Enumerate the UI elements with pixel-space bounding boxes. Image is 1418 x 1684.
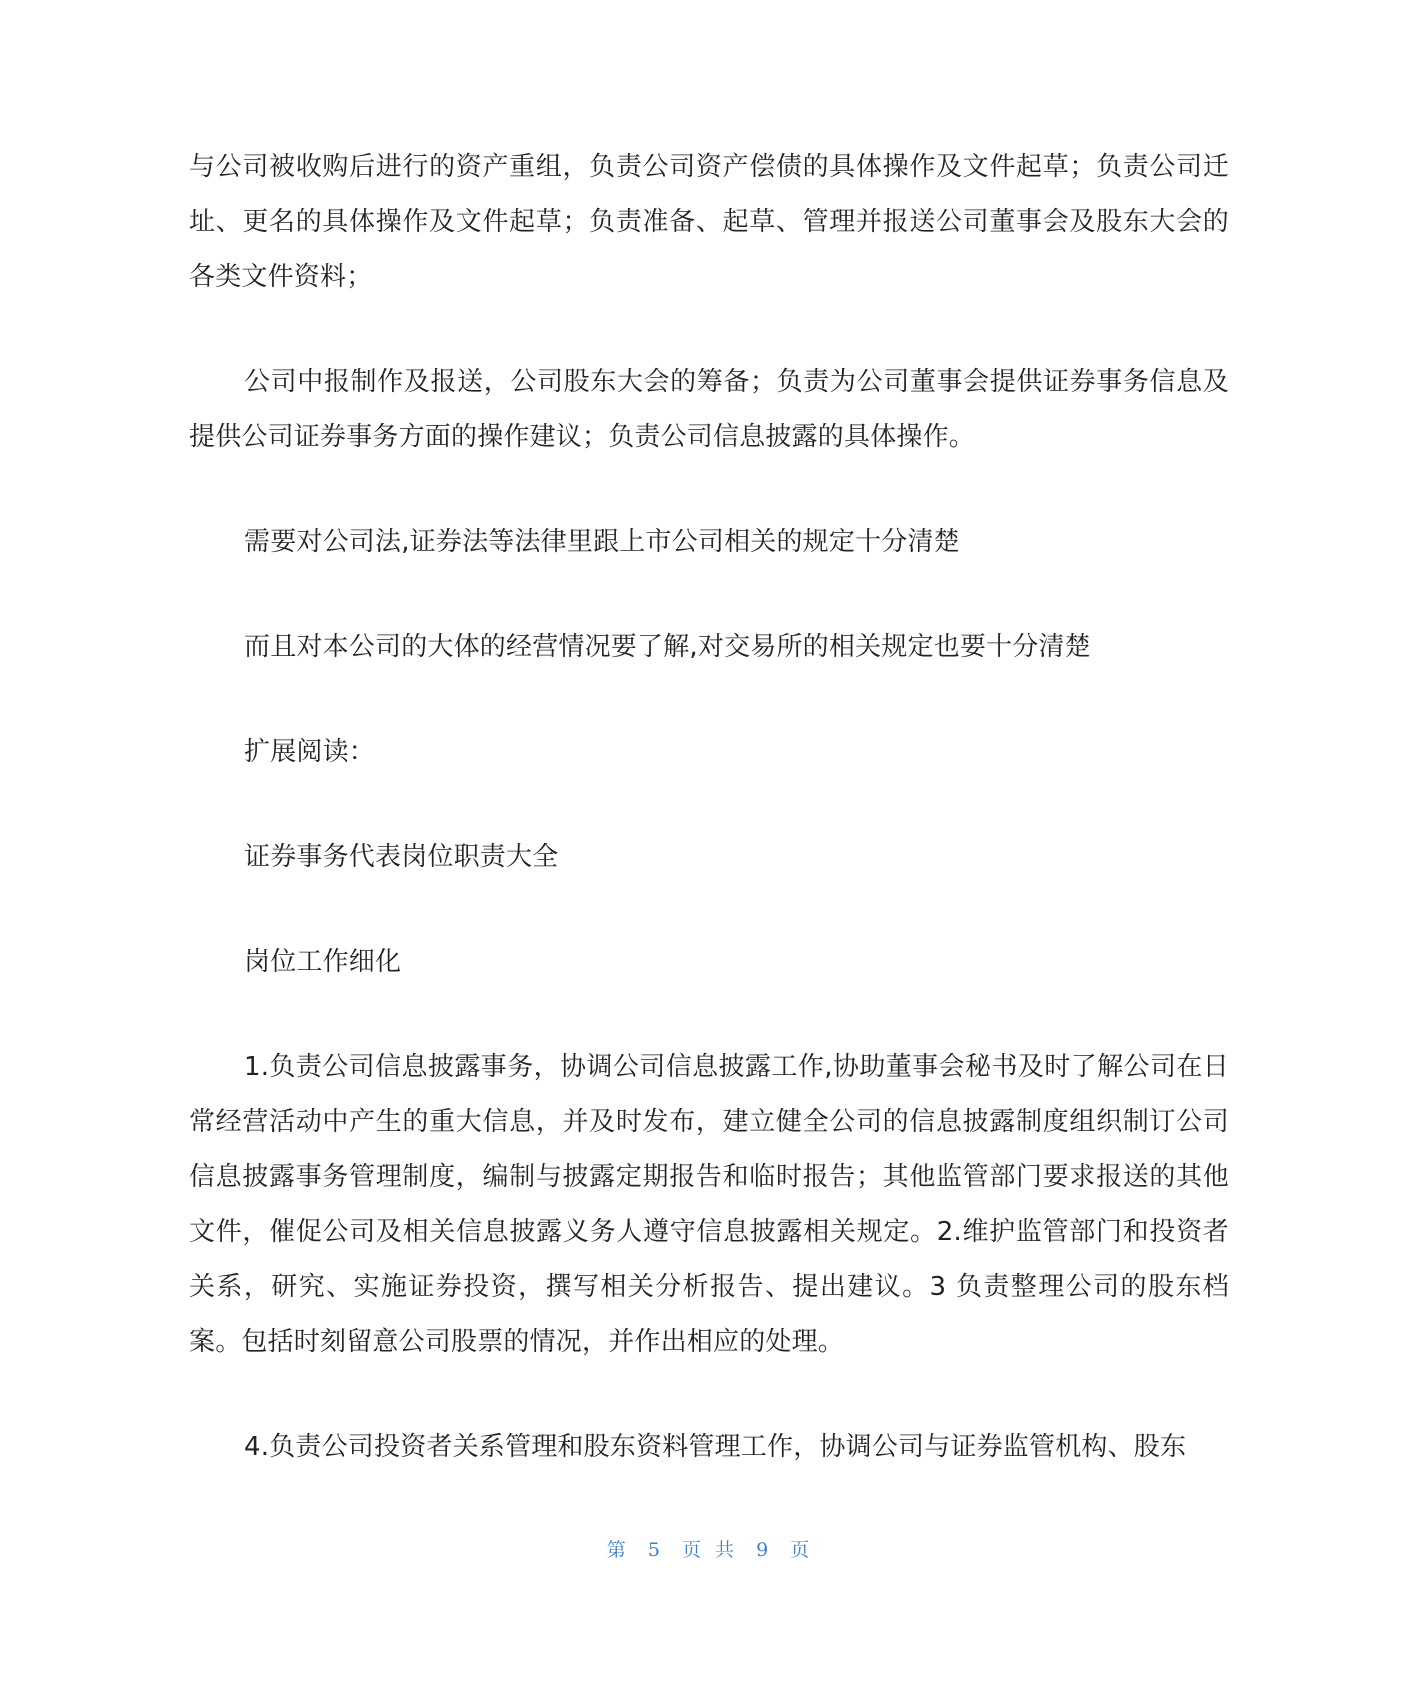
footer-page-total: 9 [756, 1539, 771, 1561]
paragraph-8: 1.负责公司信息披露事务，协调公司信息披露工作,协助董事会秘书及时了解公司在日常经营活动中产生的重大信息，并及时发布，建立健全公司的信息披露制度组织制订公司信息披露事务管理制度，编制与披露定期报告和临时报告；其他监管部门要求报送的其他文件，催促公司及相关信息披露义务人遵守信息披露相关规定。2.维护监管部门和投资者关系，研究、实施证券投资，撰写相关分析报告、提出建议。3 负责整理公司的股东档案。包括时刻留意公司股票的情况，并作出相应的处理。 [189, 1052, 1229, 1357]
paragraph-3: 需要对公司法,证券法等法律里跟上市公司相关的规定十分清楚 [244, 527, 960, 557]
paragraph-4: 而且对本公司的大体的经营情况要了解,对交易所的相关规定也要十分清楚 [244, 632, 1091, 662]
document-body [189, 140, 1229, 1475]
paragraph-2: 公司中报制作及报送，公司股东大会的筹备；负责为公司董事会提供证券事务信息及提供公司证券事务方面的操作建议；负责公司信息披露的具体操作。 [189, 367, 1229, 452]
paragraph-6-heading: 证券事务代表岗位职责大全 [244, 842, 559, 872]
paragraph-5-heading: 扩展阅读： [244, 737, 376, 767]
footer-label-ye-end: 页 [790, 1539, 812, 1561]
footer-page-current: 5 [647, 1539, 662, 1561]
paragraph-7-heading: 岗位工作细化 [244, 947, 402, 977]
paragraph-1: 与公司被收购后进行的资产重组，负责公司资产偿债的具体操作及文件起草；负责公司迁址、更名的具体操作及文件起草；负责准备、起草、管理并报送公司董事会及股东大会的各类文件资料； [189, 152, 1229, 292]
paragraph-9: 4.负责公司投资者关系管理和股东资料管理工作，协调公司与证券监管机构、股东 [244, 1432, 1187, 1462]
page-footer [0, 1535, 1418, 1562]
footer-label-ye: 页 [681, 1539, 703, 1561]
footer-label-gong: 共 [715, 1539, 737, 1561]
footer-label-di: 第 [606, 1539, 628, 1561]
